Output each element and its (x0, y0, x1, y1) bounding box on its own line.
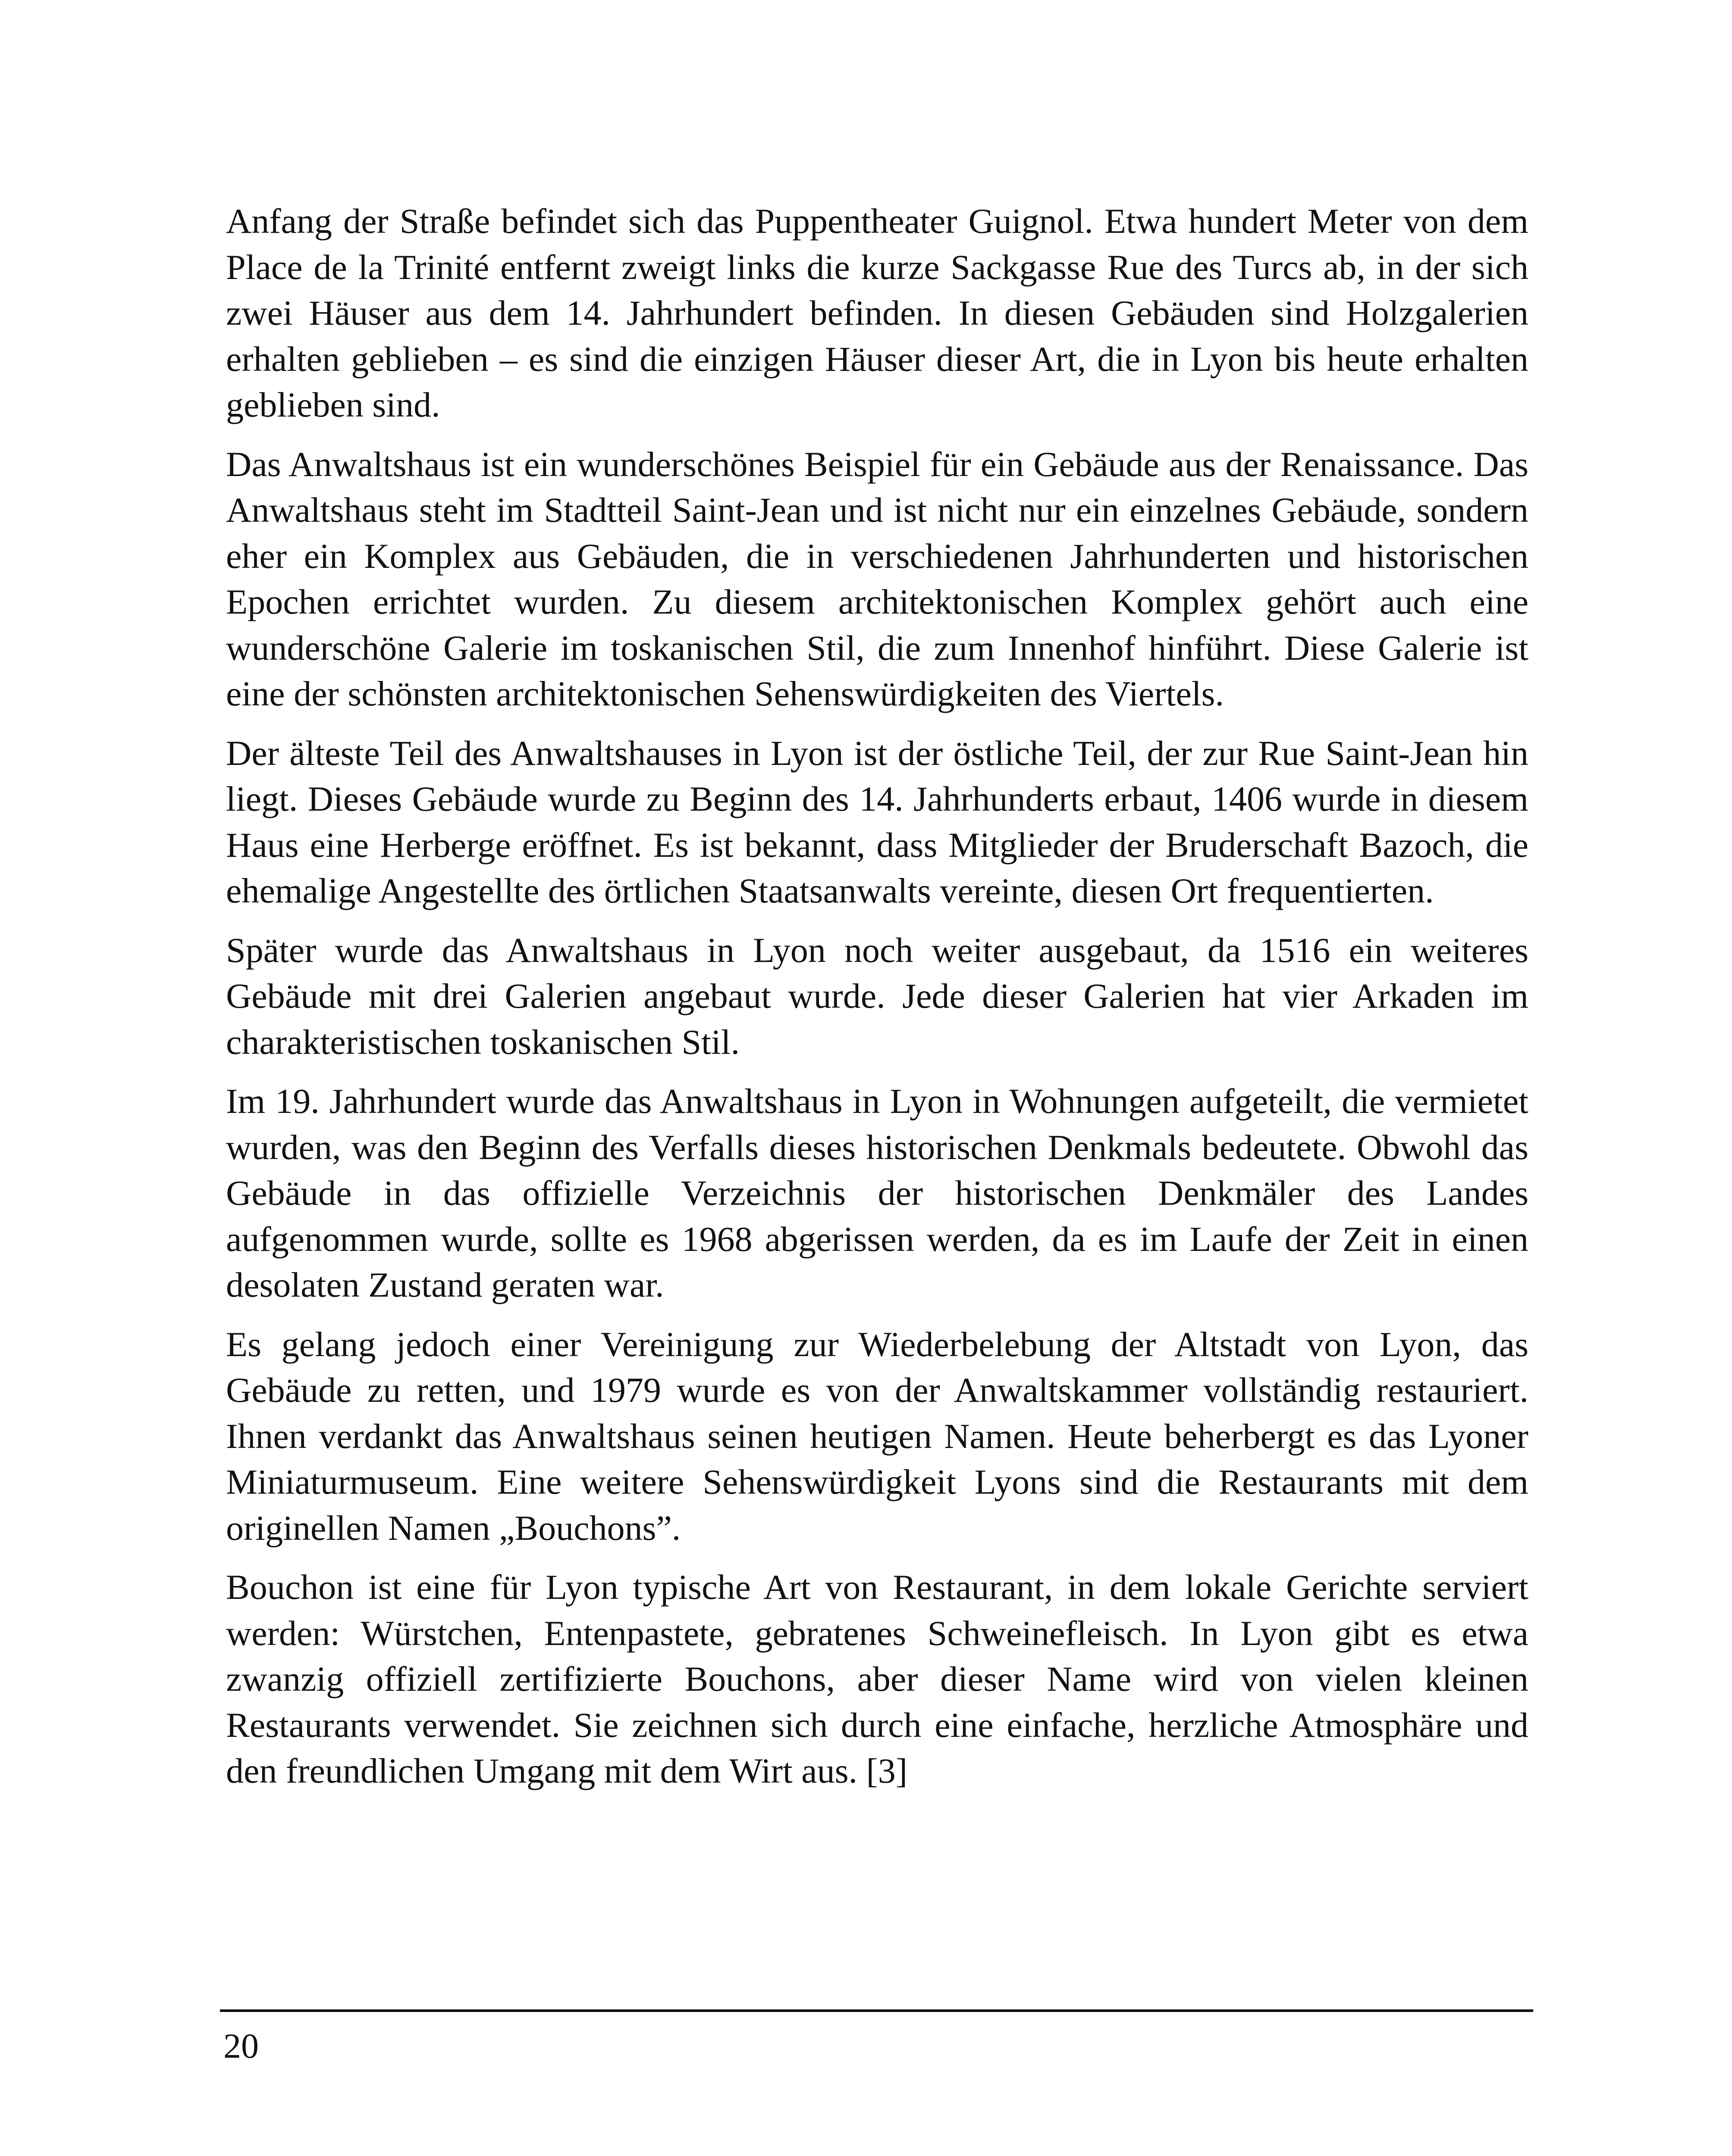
body-text (226, 198, 1528, 1808)
page-number: 20 (223, 2026, 259, 2065)
paragraph-guignol-rue-des-turcs: Anfang der Straße befindet sich das Puppentheater Guignol. Etwa hundert Meter von dem Place de la Trinité entfernt zweigt links die kurze Sackgasse Rue des Turcs ab, in der sich zwei Häuser aus dem 14. Jahrhundert befinden. In diesen Gebäuden sind Holzgalerien erhalten geblieben – es sind die einzigen Häuser dieser Art, die in Lyon bis heute erhalten geblieben sind. (226, 201, 1528, 424)
footer-divider (220, 2009, 1533, 2012)
paragraph-restoration: Es gelang jedoch einer Vereinigung zur Wiederbelebung der Altstadt von Lyon, das Gebäude zu retten, und 1979 wurde es von der Anwaltskammer vollständig restauriert. Ihnen verdankt das Anwaltshaus seinen heutigen Namen. Heute beherbergt es das Lyoner Miniaturmuseum. Eine weitere Sehenswürdigkeit Lyons sind die Restaurants mit dem originellen Namen „Bouchons”. (226, 1324, 1528, 1548)
paragraph-bouchon: Bouchon ist eine für Lyon typische Art von Restaurant, in dem lokale Gerichte serviert werden: Würstchen, Entenpastete, gebratenes Schweinefleisch. In Lyon gibt es etwa zwanzig offiziell zertifizierte Bouchons, aber dieser Name wird von vielen kleinen Restaurants verwendet. Sie zeichnen sich durch eine einfache, herzliche Atmosphäre und den freundlichen Umgang mit dem Wirt aus. [3] (226, 1567, 1528, 1790)
paragraph-oldest-part: Der älteste Teil des Anwaltshauses in Lyon ist der östliche Teil, der zur Rue Saint-Jean hin liegt. Dieses Gebäude wurde zu Beginn des 14. Jahrhunderts erbaut, 1406 wurde in diesem Haus eine Herberge eröffnet. Es ist bekannt, dass Mitglieder der Bruderschaft Bazoch, die ehemalige Angestellte des örtlichen Staatsanwalts vereinte, diesen Ort frequentierten. (226, 733, 1528, 910)
paragraph-19th-century: Im 19. Jahrhundert wurde das Anwaltshaus in Lyon in Wohnungen aufgeteilt, die vermietet wurden, was den Beginn des Verfalls dieses historischen Denkmals bedeutete. Obwohl das Gebäude in das offizielle Verzeichnis der historischen Denkmäler des Landes aufgenommen wurde, sollte es 1968 abgerissen werden, da es im Laufe der Zeit in einen desolaten Zustand geraten war. (226, 1081, 1528, 1304)
paragraph-expansion-1516: Später wurde das Anwaltshaus in Lyon noch weiter ausgebaut, da 1516 ein weiteres Gebäude mit drei Galerien angebaut wurde. Jede dieser Galerien hat vier Arkaden im charakteristischen toskanischen Stil. (226, 930, 1528, 1062)
paragraph-anwaltshaus-renaissance: Das Anwaltshaus ist ein wunderschönes Beispiel für ein Gebäude aus der Renaissance. Das Anwaltshaus steht im Stadtteil Saint-Jean und ist nicht nur ein einzelnes Gebäude, sondern eher ein Komplex aus Gebäuden, die in verschiedenen Jahrhunderten und historischen Epochen errichtet wurden. Zu diesem architektonischen Komplex gehört auch eine wunderschöne Galerie im toskanischen Stil, die zum Innenhof hinführt. Diese Galerie ist eine der schönsten architektonischen Sehenswürdigkeiten des Viertels. (226, 444, 1528, 713)
